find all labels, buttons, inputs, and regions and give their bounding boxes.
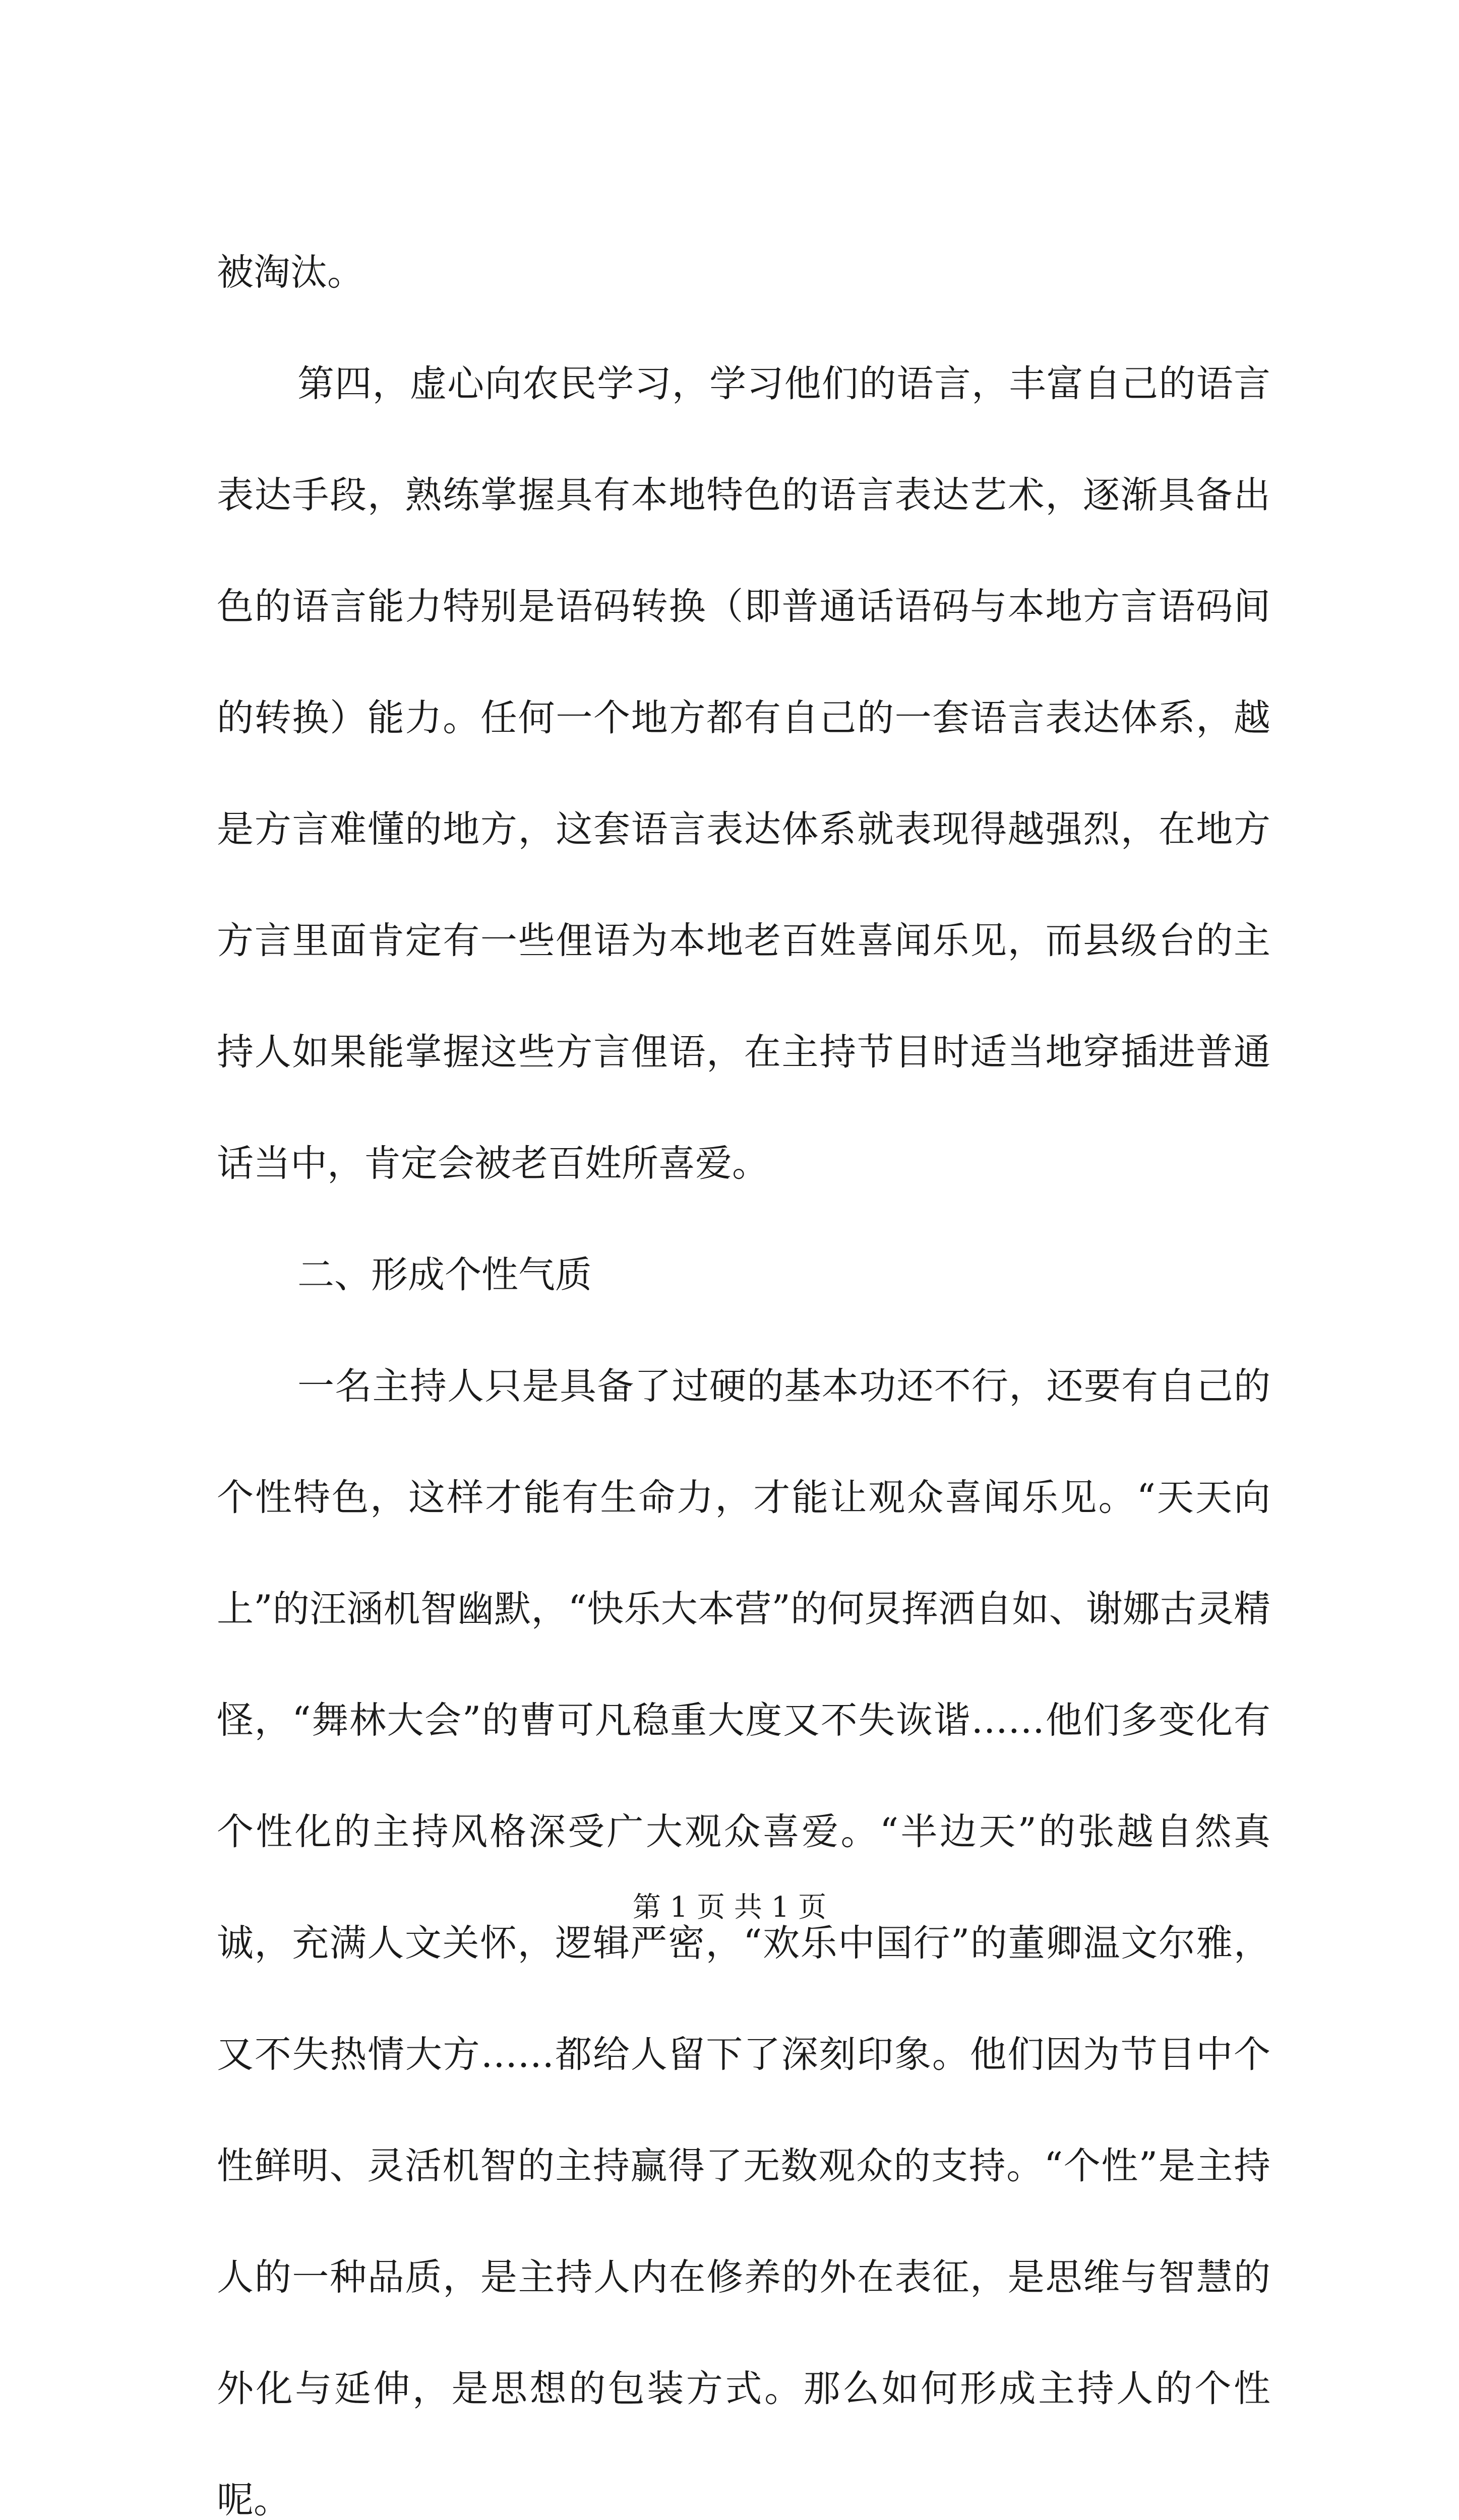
paragraph-continuation: 被淘汰。 [217,251,364,294]
page-footer: 第 1 页 共 1 页 [632,1891,827,1924]
paragraph-fourth-point: 第四，虚心向农民学习，学习他们的语言，丰富自己的语言表达手段，熟练掌握具有本地特色的语言表达艺术，逐渐具备出色的语言能力特别是语码转换（即普通话语码与本地方言语码间的转换）能力。任何一个地方都有自己的一套语言表达体系，越是方言难懂的地方，这套语言表达体系就表现得越强烈，在地方方言里面肯定有一些俚语为本地老百姓喜闻乐见，而县级台的主持人如果能掌握这些方言俚语，在主持节目时适当地穿插进普通话当中，肯定会被老百姓所喜爱。 [217,362,1270,1185]
document-body [217,217,1270,2520]
section-heading: 二、形成个性气质 [297,1253,592,1296]
paragraph-personality: 一名主持人只是具备了过硬的基本功还不行，还要有自己的个性特色，这样才能有生命力，才能让观众喜闻乐见。“天天向上”的汪涵机智幽默，“快乐大本营”的何炅挥洒自如、谢娜古灵精怪，“舞林大会”的曹可凡稳重大度又不失诙谐……他们多变化有个性化的主持风格深受广大观众喜爱。“半边天”的张越自然真诚，充满人文关怀，逻辑严密，“欢乐中国行”的董卿温文尔雅，又不失热情大方……都给人留下了深刻印象。他们因为节目中个性鲜明、灵活机智的主持赢得了无数观众的支持。“个性”是主持人的一种品质，是主持人内在修养的外在表征，是思维与智慧的外化与延伸，是思想的包装方式。那么如何形成主持人的个性呢。 [217,1365,1270,2520]
